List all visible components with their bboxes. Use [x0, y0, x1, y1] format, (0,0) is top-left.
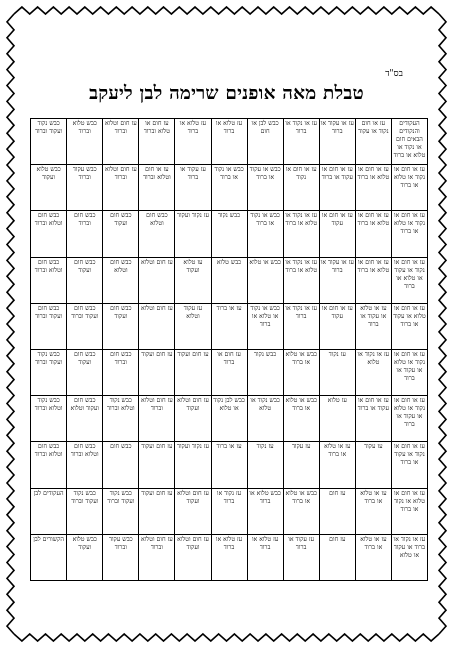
table-cell: עז חום וטלוא וברוד	[103, 165, 139, 211]
table-cell: עז או חום או עקוד או ברוד	[319, 165, 355, 211]
table-cell: עז עקוד	[355, 442, 391, 488]
table-cell: עז עקוד או ברוד	[283, 534, 319, 580]
table-cell: כבש חום וטלוא וברוד	[31, 211, 67, 257]
table-cell: העקודים והנקודים הבאים חום או נקוד או טלוא או ברוד	[391, 119, 427, 165]
table-cell: עז או חום או נקוד או טלוא או עקוד או ברוד	[391, 396, 427, 442]
table-cell: כבש נקוד	[247, 349, 283, 395]
table-cell: כבש חום וברוד	[103, 349, 139, 395]
options-table	[30, 118, 428, 581]
table-cell: עז או עקוד או ברוד	[319, 119, 355, 165]
table-cell: עז חום וטלוא ועקוד	[175, 396, 211, 442]
table-cell: כבש או עקוד או ברוד	[247, 165, 283, 211]
table-cell: עז או טלוא או ברוד	[355, 534, 391, 580]
table-cell: כבש נקוד ועקוד וברוד	[31, 119, 67, 165]
table-cell: עז טלוא ועקוד	[175, 257, 211, 303]
table-cell: עז חום ועקוד	[139, 442, 175, 488]
table-cell: כבש או טלוא	[247, 257, 283, 303]
table-cell: עז או חום או טלוא או ברוד	[355, 211, 391, 257]
table-cell: עז חום או ברוד	[211, 349, 247, 395]
table-cell: כבש חום ועקוד	[103, 303, 139, 349]
table-cell: כבש נקוד וטלוא וברוד	[103, 396, 139, 442]
table-cell: כבש חום ועקוד	[67, 257, 103, 303]
table-cell: עז או חום וטלוא וברוד	[139, 165, 175, 211]
table-cell: עז חום וטלוא	[139, 303, 175, 349]
table-cell: כבש טלוא	[211, 257, 247, 303]
table-cell: כבש חום וטלוא	[103, 257, 139, 303]
table-cell: עז חום וטלוא וברוד	[139, 396, 175, 442]
table-cell: עז חום וטלוא	[139, 257, 175, 303]
table-cell: עז או חום או נקוד או טלוא או ברוד	[391, 211, 427, 257]
table-cell: עז או נקוד או טלוא או ברוד	[283, 257, 319, 303]
table-cell: כבש או טלוא או ברוד	[283, 488, 319, 534]
table-cell: עז חום ועקוד	[175, 349, 211, 395]
table-row	[31, 534, 428, 580]
table-cell: עז עקוד	[283, 442, 319, 488]
table-cell: כבש נקוד ועקוד וברוד	[67, 488, 103, 534]
table-cell: כבש או טלוא או ברוד	[283, 396, 319, 442]
table-cell: עז נקוד ועקוד	[175, 211, 211, 257]
table-cell: כבש נקוד	[211, 211, 247, 257]
table-cell: כבש או נקוד או ברוד	[247, 211, 283, 257]
table-cell: עז או חום או עקוד או ברוד	[355, 396, 391, 442]
table-cell: עז או ברוד	[211, 303, 247, 349]
table-cell: עז או חום או נקוד או עקוד או טלוא או ברוד	[391, 257, 427, 303]
table-cell: עז טלוא או ברוד	[175, 119, 211, 165]
table-cell: עז או ברוד	[211, 442, 247, 488]
table-cell: עז או חום או טלוא או ברוד	[355, 165, 391, 211]
table-cell: כבש לבן נקוד או טלוא	[211, 396, 247, 442]
table-cell: עז או חום נקוד או עקוד	[355, 119, 391, 165]
table-cell: עז טלוא או ברוד	[211, 534, 247, 580]
table-cell: כבש נקוד וטלוא וברוד	[31, 396, 67, 442]
table-cell: עז חום וטלוא ועקוד	[175, 534, 211, 580]
table-cell: כבש חום וטלוא	[139, 211, 175, 257]
table-cell: כבש עקוד וברוד	[67, 165, 103, 211]
table-cell: עז נקוד ועקוד	[175, 442, 211, 488]
table-cell: עז או נקוד או ברוד	[283, 119, 319, 165]
table-cell: עז או חום או טלוא או נקוד או ברוד	[391, 488, 427, 534]
table-cell: עז או טלוא או ברוד	[319, 442, 355, 488]
table-cell: עז חום או טלוא וברוד	[139, 119, 175, 165]
table-cell: עז או חום או נקוד או טלוא או עקוד או ברוד	[391, 349, 427, 395]
table-cell: כבש או טלוא או ברוד	[283, 349, 319, 395]
table-cell: כבש חום	[103, 442, 139, 488]
table-cell: עז חום וטלוא ועקוד	[175, 488, 211, 534]
table-row	[31, 396, 428, 442]
table-cell: כבש נקוד ועקוד וברוד	[31, 349, 67, 395]
table-cell: כבש חום ועקוד	[67, 349, 103, 395]
table-cell: עז או טלוא או עקוד או ברוד	[355, 303, 391, 349]
table-cell: כבש חום וטלוא וברוד	[67, 442, 103, 488]
table-cell: כבש חום ועקוד	[103, 211, 139, 257]
table-cell: עז או נקוד או טלוא	[355, 349, 391, 395]
table-cell: עז נקוד	[247, 442, 283, 488]
table-cell: כבש חום וטלוא וברוד	[31, 442, 67, 488]
table-cell: כבש או נקוד או ברוד	[211, 165, 247, 211]
border-zigzag-edge	[7, 14, 14, 634]
table-cell: עז עקוד או ברוד	[175, 165, 211, 211]
bsd-header: בס"ד	[385, 69, 403, 79]
table-cell: כבש טלוא ועקוד	[67, 534, 103, 580]
table-cell: עז חום ועקוד	[139, 349, 175, 395]
table-row	[31, 349, 428, 395]
table-cell: עז או נקוד או ברוד או עקוד או טלוא	[391, 534, 427, 580]
border-zigzag-edge	[14, 7, 439, 14]
table-row	[31, 488, 428, 534]
page-title: טבלת מאה אופנים שרימה לבן ליעקב	[89, 83, 364, 104]
table-cell: עז או חום או נקוד או טלוא או ברוד	[391, 165, 427, 211]
table-cell: עז או נקוד או ברוד	[283, 303, 319, 349]
table-cell: עז טלוא או ברוד	[211, 119, 247, 165]
table-cell: עז חום	[319, 488, 355, 534]
table-row	[31, 211, 428, 257]
table-row	[31, 303, 428, 349]
table-cell: עז נקוד	[319, 349, 355, 395]
table-cell: עז או חום או טלוא או עקוד או ברוד	[391, 303, 427, 349]
table-cell: כבש חום וברוד	[67, 211, 103, 257]
border-zigzag-edge	[14, 634, 439, 641]
table-cell: עז חום וטלוא וברוד	[139, 534, 175, 580]
table-cell: כבש טלוא וברוד	[67, 119, 103, 165]
table-cell: עז או חום או עקוד	[319, 303, 355, 349]
table-cell: כבש חום ועקוד וברוד	[67, 303, 103, 349]
table-row	[31, 442, 428, 488]
table-cell: כבש טלוא או ברוד	[247, 488, 283, 534]
table-row	[31, 119, 428, 165]
table-cell: עז או חום או נקוד	[283, 165, 319, 211]
table-cell: עז עקוד וטלוא	[175, 303, 211, 349]
table-cell: כבש נקוד ועקוד וברוד	[103, 488, 139, 534]
table-cell: עז חום	[319, 534, 355, 580]
table-cell: עז או נקוד או טלוא או ברוד	[283, 211, 319, 257]
table-cell: עז או חום או עקוד	[319, 211, 355, 257]
table-cell: כבש לבן או חום	[247, 119, 283, 165]
table-cell: כבש עקוד וברוד	[103, 534, 139, 580]
table-cell: כבש חום וטלוא וברוד	[31, 257, 67, 303]
border-zigzag-edge	[439, 14, 446, 634]
table-cell: העקודים לבן	[31, 488, 67, 534]
table-row	[31, 257, 428, 303]
table-cell: עז נקוד או ברוד	[211, 488, 247, 534]
table-cell: כבש חום ועקוד וטלוא	[67, 396, 103, 442]
table-cell: עז טלוא	[319, 396, 355, 442]
table-cell: עז טלוא או ברוד	[247, 534, 283, 580]
table-cell: עז או טלוא או ברוד	[355, 488, 391, 534]
table-cell: כבש טלוא ועקוד	[31, 165, 67, 211]
table-cell: עז או חום או נקוד או עקוד או ברוד	[391, 442, 427, 488]
table-cell: הקשורים לבן	[31, 534, 67, 580]
table-cell: עז חום ועקוד	[139, 488, 175, 534]
table-cell: כבש או נקוד או טלוא או ברוד	[247, 303, 283, 349]
table-cell: עז חום וטלוא וברוד	[103, 119, 139, 165]
table-cell: כבש חום ועקוד וברוד	[31, 303, 67, 349]
table-row	[31, 165, 428, 211]
table-cell: כבש נקוד או טלוא	[247, 396, 283, 442]
table-cell: עז או עקוד או ברוד	[319, 257, 355, 303]
table-cell: עז או חום או טלוא או ברוד	[355, 257, 391, 303]
